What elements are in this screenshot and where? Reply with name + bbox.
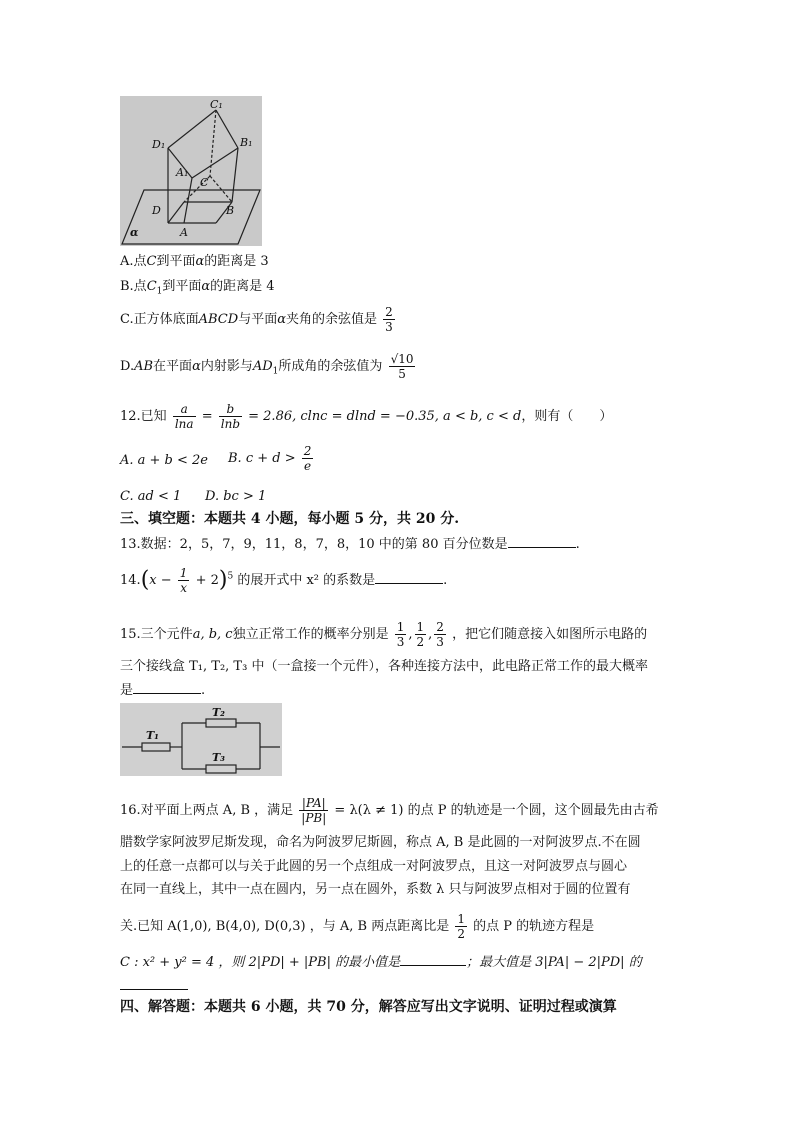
q16-line3: 上的任意一点都可以与关于此圆的另一个点组成一对阿波罗点，且这一对阿波罗点与圆心 — [120, 859, 628, 874]
cube-figure — [120, 96, 262, 246]
q15-line3: 是 . — [120, 683, 206, 698]
q16-line4: 在同一直线上，其中一点在圆内，另一点在圆外，系数 λ 只与阿波罗点相对于圆的位置有 — [120, 882, 631, 897]
fraction: $\frac{|PA|}{|PB|}$ — [301, 796, 327, 825]
label-d1: D₁ — [152, 138, 166, 151]
plane-alpha — [122, 190, 260, 244]
q15-line2: 三个接线盒 T₁, T₂, T₃ 中（一盒接一个元件），各种连接方法中，此电路正常工作的最大概率 — [120, 659, 648, 674]
q11-option-c: C.正方体底面ABCD与平面α夹角的余弦值是 $\frac{2}{3}$ — [120, 305, 393, 334]
section-4-title: 四、解答题：本题共 6 小题，共 70 分，解答应写出文字说明、证明过程或演算 — [120, 999, 617, 1015]
fraction: $\frac{1}{2}$ — [416, 620, 425, 649]
label-t3: T₃ — [212, 751, 226, 764]
fraction: $\frac{1}{2}$ — [457, 912, 465, 941]
fraction: $\frac{2}{e}$ — [303, 444, 312, 473]
label-d: D — [152, 204, 161, 217]
label-b: B — [226, 204, 235, 217]
q12-option-a: A. a + b < 2e — [120, 453, 209, 468]
q11-option-a: A.点C到平面α的距离是 3 — [120, 254, 269, 269]
answer-blank[interactable] — [400, 953, 466, 966]
answer-blank[interactable] — [120, 977, 188, 990]
section-3-title: 三、填空题：本题共 4 小题，每小题 5 分，共 20 分. — [120, 511, 460, 527]
fraction: $\frac{a}{\ln a}$ — [174, 402, 194, 431]
answer-blank[interactable] — [133, 681, 201, 694]
label-t2: T₂ — [212, 706, 226, 719]
cube-diagram — [120, 96, 262, 246]
fraction: $\frac{b}{\ln b}$ — [220, 402, 240, 431]
label-a1: A₁ — [176, 166, 189, 179]
answer-blank[interactable] — [375, 571, 443, 584]
label-c: C — [200, 176, 209, 189]
label-t1: T₁ — [146, 729, 160, 742]
box-t3 — [206, 765, 236, 773]
label-b1: B₁ — [240, 136, 253, 149]
fraction: $\frac{√10}{5}$ — [390, 352, 414, 381]
q16-line1: 16.对平面上两点 A, B ，满足 $\frac{|PA|}{|PB|}$ = λ(λ ≠ 1) 的点 P 的轨迹是一个圆，这个圆最先由古希 — [120, 796, 659, 825]
circuit-diagram — [120, 703, 282, 776]
q16-line6: C : x² + y² = 4 ，则 2|PD| + |PB| 的最小值是 ；最大值是 3|PA| − 2|PD| 的 — [120, 955, 642, 970]
q13: 13.数据：2，5，7，9，11，8，7，8，10 中的第 80 百分位数是 . — [120, 537, 580, 552]
q16-line2: 腊数学家阿波罗尼斯发现，命名为阿波罗尼斯圆，称点 A, B 是此圆的一对阿波罗点.不在圆 — [120, 835, 641, 850]
q14: 14.(x − $\frac{1}{x}$ + 2)$^5$ 的展开式中 x² 的系数是 . — [120, 566, 448, 595]
box-t1 — [142, 743, 170, 751]
q12-option-b: B. c + d > $\frac{2}{e}$ — [228, 444, 312, 473]
label-alpha: α — [130, 226, 139, 239]
fraction: $\frac{1}{3}$ — [396, 620, 405, 649]
fraction: $\frac{2}{3}$ — [436, 620, 444, 649]
q12-stem: 12.已知 $\frac{a}{\ln a}$ = $\frac{b}{\ln b}$ = 2.86, clnc = dlnd = −0.35, a < b, c < d，则有（ ） — [120, 402, 613, 431]
circuit-figure — [120, 703, 282, 776]
q16-line5: 关.已知 A(1,0), B(4,0), D(0,3) ，与 A, B 两点距离比是 $\frac{1}{2}$ 的点 P 的轨迹方程是 — [120, 912, 595, 941]
q11-option-b: B.点$C_1$到平面α的距离是 4 — [120, 279, 275, 297]
q16-line7 — [120, 977, 188, 996]
label-a: A — [180, 226, 188, 239]
answer-blank[interactable] — [508, 535, 576, 548]
q11-option-d: D.AB在平面α内射影与$AD_1$所成角的余弦值为 $\frac{√10}{5}$ — [120, 352, 414, 381]
fraction: $\frac{2}{3}$ — [385, 305, 393, 334]
q15-line1: 15.三个元件a, b, c独立正常工作的概率分别是 $\frac{1}{3}$ , $\frac{1}{2}$ , $\frac{2}{3}$ ，把它们随意接入如图所示电路的 — [120, 620, 648, 649]
fraction: $\frac{1}{x}$ — [179, 566, 188, 595]
label-c1: C₁ — [210, 98, 223, 111]
q12-option-d: D. bc > 1 — [205, 489, 267, 504]
q12-option-c: C. ad < 1 — [120, 489, 182, 504]
box-t2 — [206, 719, 236, 727]
